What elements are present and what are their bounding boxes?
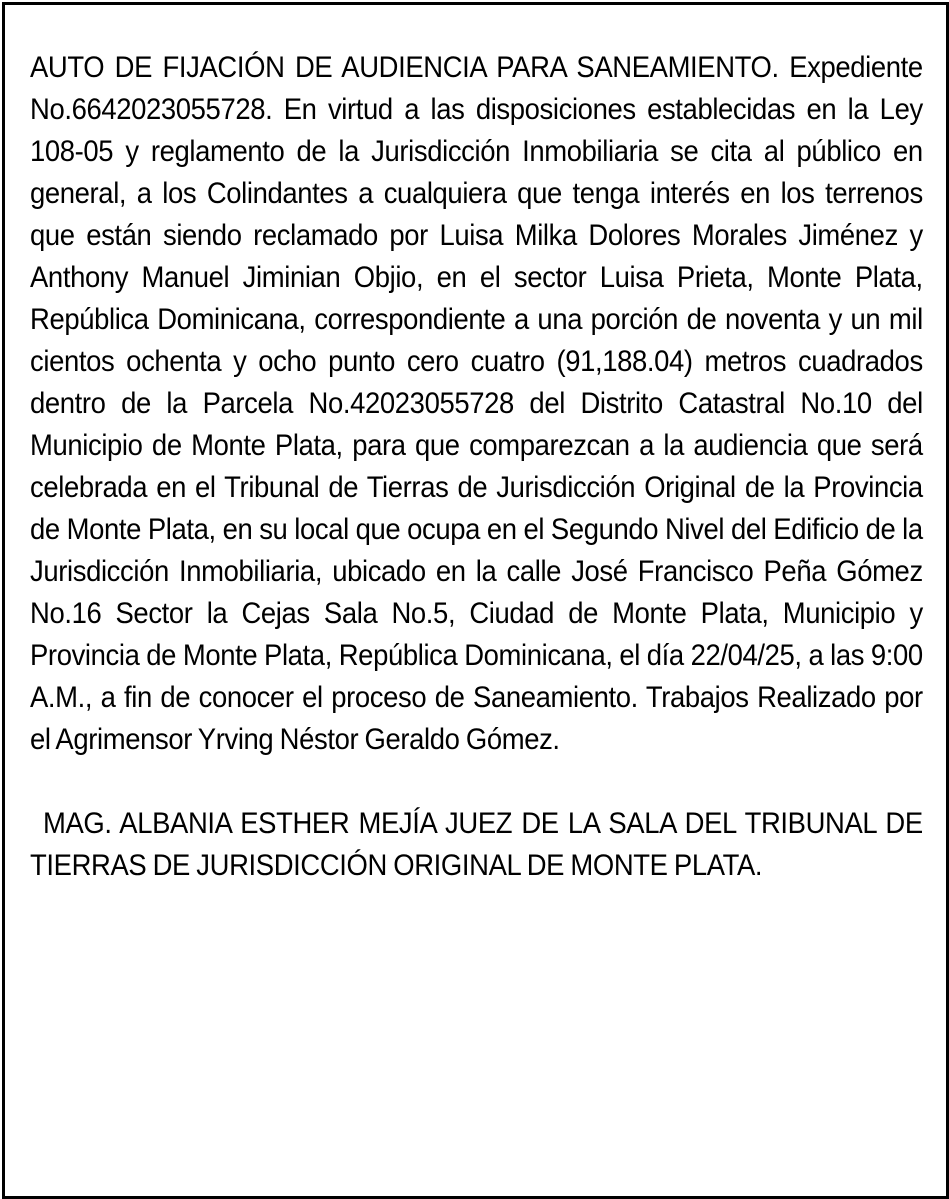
notice-body (30, 47, 923, 887)
notice-paragraph: AUTO DE FIJACIÓN DE AUDIENCIA PARA SANEAMIENTO. Expediente No.6642023055728. En virtud a las disposiciones establecidas en la Ley 108-05 y reglamento de la Jurisdicción Inmobiliaria se cita al público en general, a los Colindantes a cualquiera que tenga interés en los terrenos que están siendo reclamado por Luisa Milka Dolores Morales Jiménez y Anthony Manuel Jiminian Objio, en el sector Luisa Prieta, Monte Plata, República Dominicana, correspondiente a una porción de noventa y un mil cientos ochenta y ocho punto cero cuatro (91,188.04) metros cuadrados dentro de la Parcela No.42023055728 del Distrito Catastral No.10 del Municipio de Monte Plata, para que comparezcan a la audiencia que será celebrada en el Tribunal de Tierras de Jurisdicción Original de la Provincia de Monte Plata, en su local que ocupa en el Segundo Nivel del Edificio de la Jurisdicción Inmobiliaria, ubicado en la calle José Francisco Peña Gómez No.16 Sector la Cejas Sala No.5, Ciudad de Monte Plata, Municipio y Provincia de Monte Plata, República Dominicana, el día 22/04/25, a las 9:00 A.M., a fin de conocer el proceso de Saneamiento. Trabajos Realizado por el Agrimensor Yrving Néstor Geraldo Gómez. (30, 51, 923, 756)
signature-block: MAG. ALBANIA ESTHER MEJÍA JUEZ DE LA SALA DEL TRIBUNAL DE TIERRAS DE JURISDICCIÓN ORIGINAL DE MONTE PLATA. (30, 807, 923, 882)
notice-frame (2, 2, 949, 1199)
